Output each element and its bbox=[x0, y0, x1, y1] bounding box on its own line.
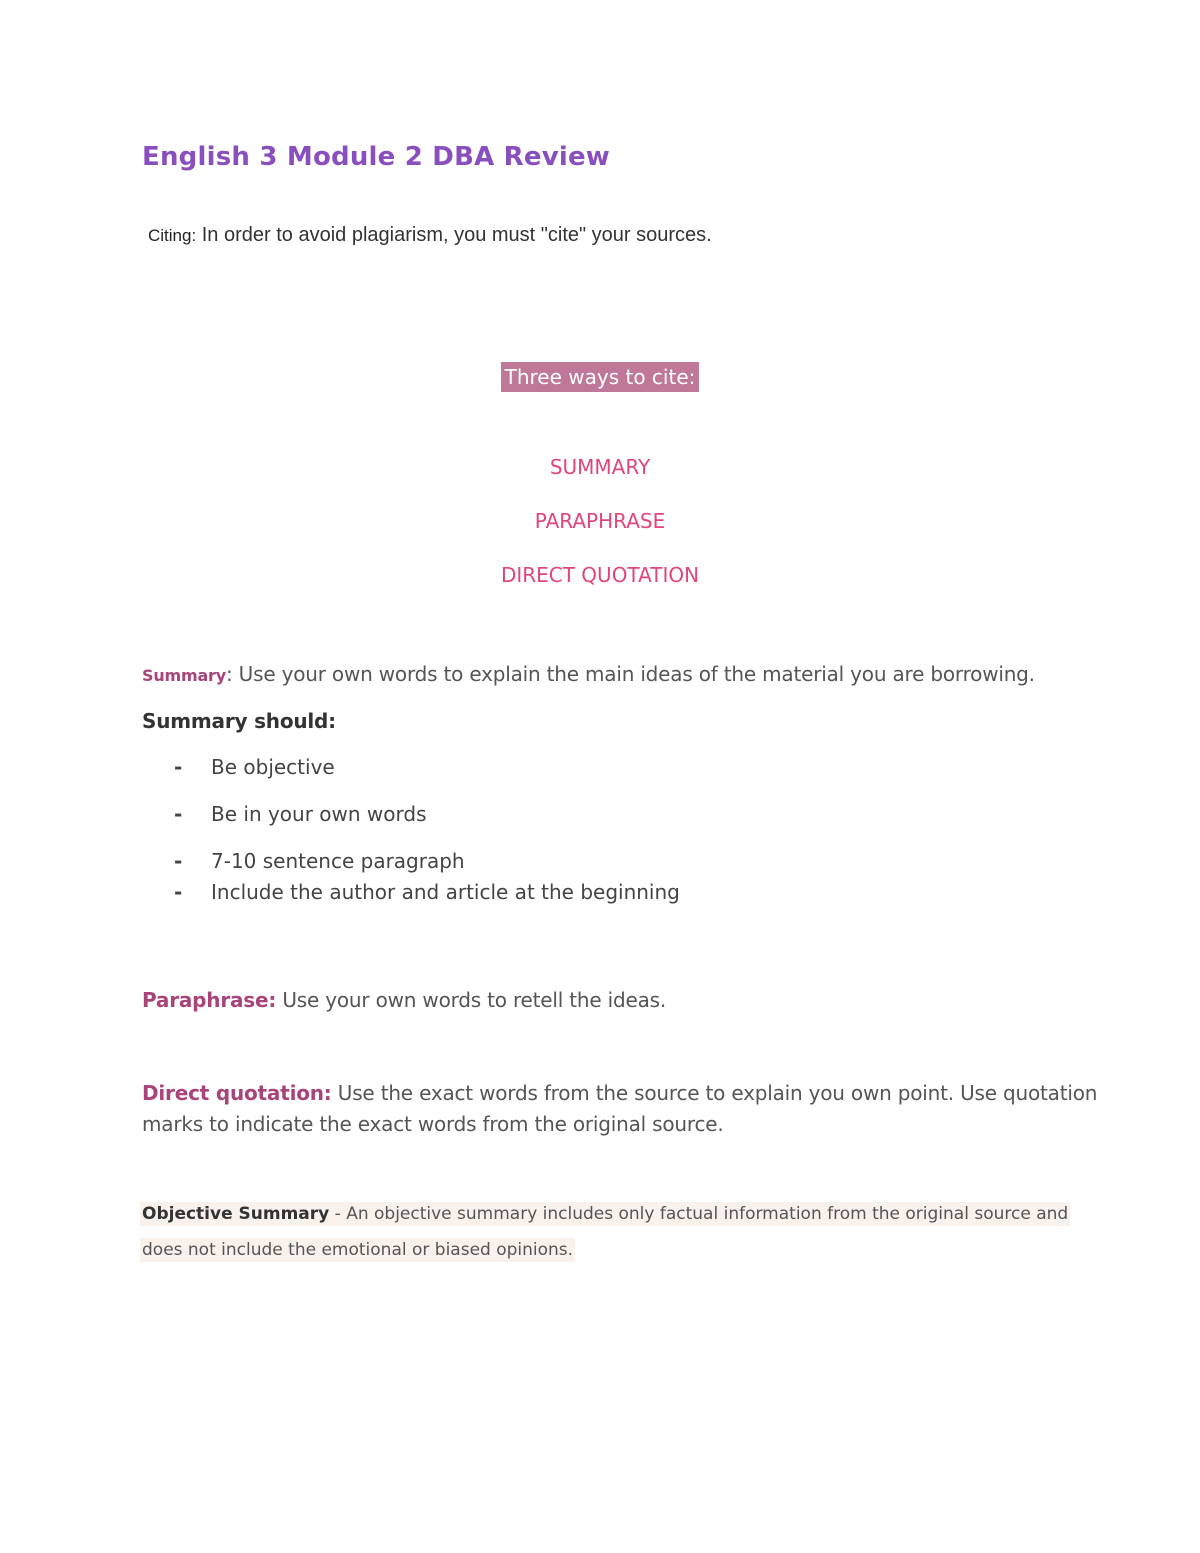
bullet-dash: - bbox=[174, 802, 183, 826]
method-summary: SUMMARY bbox=[549, 455, 651, 479]
method-paraphrase: PARAPHRASE bbox=[534, 509, 666, 533]
direct-quotation-text-1: Use the exact words from the source to explain you own point. Use quotation bbox=[331, 1081, 1098, 1105]
bullet-dash: - bbox=[174, 880, 183, 904]
bullet-text: Include the author and article at the beginning bbox=[211, 880, 680, 904]
list-item bbox=[174, 880, 680, 904]
bullet-text: Be objective bbox=[211, 755, 335, 779]
direct-quotation-text-2: marks to indicate the exact words from the original source. bbox=[142, 1112, 724, 1136]
paraphrase-label: Paraphrase: bbox=[142, 988, 277, 1012]
bullet-text: Be in your own words bbox=[211, 802, 427, 826]
objective-summary-label: Objective Summary bbox=[142, 1204, 330, 1224]
summary-should-heading: Summary should: bbox=[142, 709, 336, 733]
direct-quotation-label: Direct quotation: bbox=[142, 1081, 332, 1105]
citing-line bbox=[148, 224, 712, 247]
bullet-dash: - bbox=[174, 755, 183, 779]
ways-heading: Three ways to cite: bbox=[501, 362, 700, 392]
paraphrase-definition bbox=[142, 988, 666, 1012]
list-item bbox=[174, 849, 465, 873]
method-direct-quotation: DIRECT QUOTATION bbox=[500, 563, 700, 587]
list-item bbox=[174, 755, 335, 779]
objective-summary-line-1 bbox=[140, 1202, 1070, 1226]
bullet-dash: - bbox=[174, 849, 183, 873]
summary-label: Summary bbox=[142, 666, 226, 685]
objective-summary-text-1: - An objective summary includes only factual information from the original source and bbox=[329, 1204, 1069, 1224]
list-item bbox=[174, 802, 427, 826]
objective-summary-text-2: does not include the emotional or biased opinions. bbox=[142, 1240, 574, 1260]
objective-summary-note bbox=[140, 1202, 1070, 1262]
citing-text: In order to avoid plagiarism, you must "cite" your sources. bbox=[196, 224, 712, 246]
summary-text: : Use your own words to explain the main ideas of the material you are borrowing. bbox=[225, 662, 1035, 686]
citing-label: Citing: bbox=[148, 226, 197, 245]
ways-heading-row bbox=[0, 362, 1200, 392]
summary-definition bbox=[142, 662, 1035, 686]
document-title: English 3 Module 2 DBA Review bbox=[142, 142, 611, 172]
paraphrase-text: Use your own words to retell the ideas. bbox=[276, 988, 667, 1012]
direct-quotation-definition bbox=[142, 1081, 1097, 1105]
bullet-text: 7-10 sentence paragraph bbox=[211, 849, 465, 873]
